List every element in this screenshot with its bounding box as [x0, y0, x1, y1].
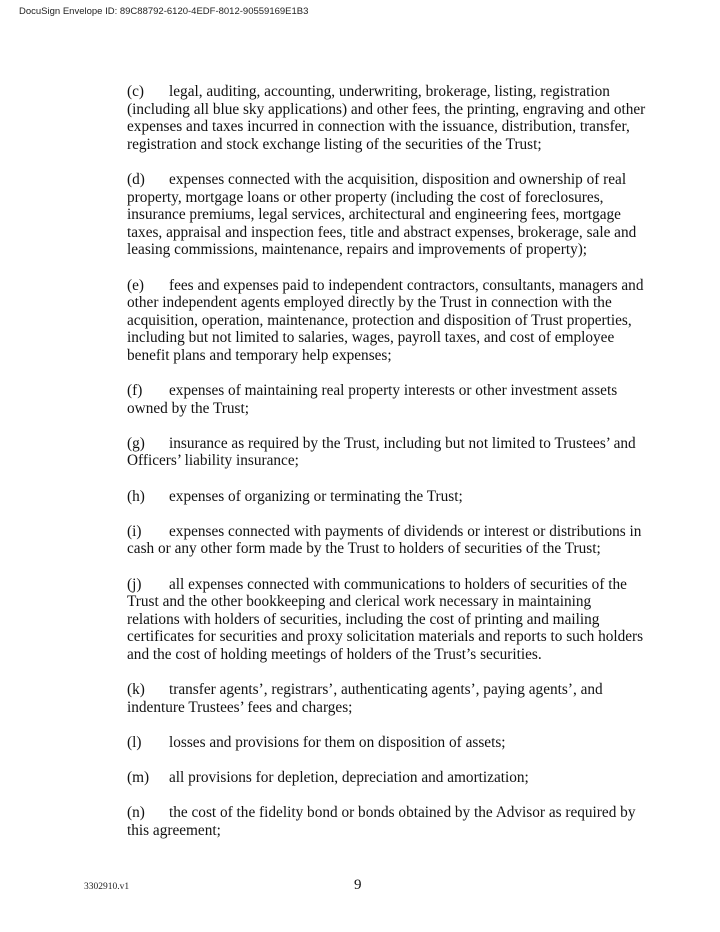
clause-text: legal, auditing, accounting, underwriting, brokerage, listing, registration (including all blue sky applications) and other fees, the printing, engraving and other expenses and taxes incurred in connection with the issuance, distribution, transfer, registration and stock exchange listing of the securities of the Trust;: [127, 83, 646, 153]
clause-label: (n): [127, 804, 145, 822]
clause-m: [127, 769, 647, 787]
clause-label: (h): [127, 487, 145, 505]
clause-text: expenses connected with payments of dividends or interest or distributions in cash or any other form made by the Trust to holders of securities of the Trust;: [127, 522, 642, 558]
page-number: 9: [354, 877, 362, 893]
clause-j: [127, 576, 647, 664]
clause-label: (f): [127, 382, 143, 400]
clause-text: expenses connected with the acquisition, disposition and ownership of real property, mortgage loans or other property (including the cost of foreclosures, insurance premiums, legal services, architectural and engineering fees, mortgage taxes, appraisal and inspection fees, title and abstract expenses, brokerage, sale and leasing commissions, maintenance, repairs and improvements of property);: [127, 170, 637, 259]
clause-label: (e): [127, 276, 144, 294]
clause-text: fees and expenses paid to independent contractors, consultants, managers and other independent agents employed directly by the Trust in connection with the acquisition, operation, maintenance, protection and disposition of Trust properties, including but not limited to salaries, wages, payroll taxes, and cost of employee benefit plans and temporary help expenses;: [127, 276, 644, 364]
clause-e: [127, 277, 647, 365]
clause-text: losses and provisions for them on disposition of assets;: [169, 733, 506, 751]
clause-label: (k): [127, 681, 145, 699]
clause-label: (m): [127, 769, 150, 787]
clause-text: insurance as required by the Trust, including but not limited to Trustees’ and Officers’ liability insurance;: [127, 434, 636, 470]
clause-label: (i): [127, 522, 142, 540]
clause-text: expenses of maintaining real property interests or other investment assets owned by the Trust;: [127, 382, 618, 417]
clause-label: (l): [127, 733, 142, 751]
document-body: [127, 83, 647, 857]
clause-c: [127, 83, 647, 153]
clause-k: [127, 681, 647, 716]
clause-n: [127, 804, 647, 839]
clause-d: [127, 171, 647, 259]
clause-text: expenses of organizing or terminating the Trust;: [169, 487, 463, 505]
clause-text: transfer agents’, registrars’, authenticating agents’, paying agents’, and indenture Trustees’ fees and charges;: [127, 681, 603, 716]
clause-g: [127, 435, 647, 470]
clause-h: [127, 488, 647, 506]
clause-f: [127, 382, 647, 417]
clause-i: [127, 523, 647, 558]
clause-l: [127, 734, 647, 752]
clause-text: all provisions for depletion, depreciation and amortization;: [169, 769, 529, 787]
document-version-id: 3302910.v1: [84, 882, 130, 892]
clause-text: the cost of the fidelity bond or bonds obtained by the Advisor as required by this agreement;: [127, 804, 636, 839]
clause-label: (g): [127, 434, 145, 452]
clause-label: (j): [127, 575, 142, 593]
clause-label: (d): [127, 170, 145, 188]
clause-label: (c): [127, 83, 144, 100]
docusign-envelope-id: DocuSign Envelope ID: 89C88792-6120-4EDF-8012-90559169E1B3: [19, 6, 309, 17]
clause-text: all expenses connected with communications to holders of securities of the Trust and the other bookkeeping and clerical work necessary in maintaining relations with holders of securities, including the cost of printing and mailing certificates for securities and proxy solicitation materials and reports to such holders and the cost of holding meetings of holders of the Trust’s securities.: [127, 575, 644, 663]
